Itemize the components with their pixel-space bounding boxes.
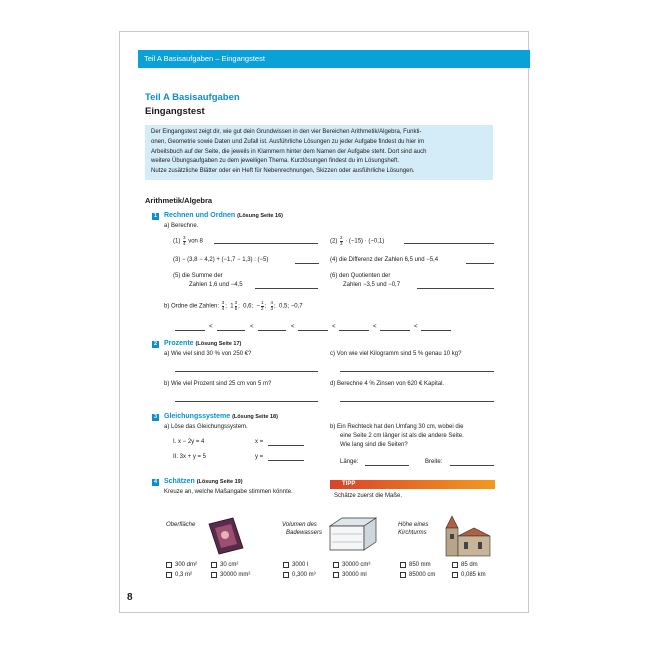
option-label: 85000 cm xyxy=(409,572,436,578)
item-a1 xyxy=(173,236,203,246)
equation-1: I. x − 2y = 4 xyxy=(173,439,205,445)
tip-text: Schätze zuerst die Maße. xyxy=(334,493,403,499)
item-label: (1) xyxy=(173,238,181,245)
width-label: Breite: xyxy=(425,459,443,465)
option-label: 30 cm² xyxy=(220,562,239,568)
fraction xyxy=(261,301,264,311)
image-label: Kirchturms xyxy=(398,530,427,536)
item-text: · (−15) · (−0,1) xyxy=(345,238,385,245)
answer-line[interactable] xyxy=(295,263,319,264)
less-than: < xyxy=(414,324,418,330)
task-title xyxy=(164,478,243,485)
answer-line[interactable] xyxy=(417,288,494,289)
numerator: 3 xyxy=(221,300,225,305)
numerator: 3 xyxy=(183,235,186,240)
option-label: 850 mm xyxy=(409,562,431,568)
answer-line[interactable] xyxy=(255,288,318,289)
bathtub-image xyxy=(328,516,378,554)
page-title: Teil A Basisaufgaben xyxy=(145,92,240,103)
item-a5: (5) die Summe der xyxy=(173,273,223,279)
less-than: < xyxy=(209,324,213,330)
task-title-text: Gleichungssysteme xyxy=(164,413,231,420)
answer-line[interactable] xyxy=(404,243,494,244)
task-title xyxy=(164,340,241,347)
solution-ref: (Lösung Seite 19) xyxy=(196,479,243,485)
denominator: 5 xyxy=(234,305,238,311)
task-3b-cont: Wie lang sind die Seiten? xyxy=(340,442,408,448)
item-a2 xyxy=(330,236,384,246)
fraction xyxy=(271,301,274,311)
item-a4: (4) die Differenz der Zahlen 6,5 und −5,4 xyxy=(330,257,439,263)
option-checkbox[interactable] xyxy=(452,562,458,568)
x-answer[interactable] xyxy=(268,445,304,446)
image-label: Volumen des xyxy=(282,522,317,528)
task-3b-cont: eine Seite 2 cm länger ist als die andere Seite. xyxy=(340,433,464,439)
option-label: 300 dm² xyxy=(175,562,198,568)
fraction xyxy=(340,236,343,246)
task-2a: a) Wie viel sind 30 % von 250 €? xyxy=(164,351,252,357)
length-label: Länge: xyxy=(340,459,359,465)
option-checkbox[interactable] xyxy=(211,562,217,568)
denominator: 3 xyxy=(340,240,343,246)
answer-line[interactable] xyxy=(466,263,494,264)
task-2d: d) Berechne 4 % Zinsen von 620 € Kapital. xyxy=(330,381,445,387)
task-4-text: Kreuze an, welche Maßangabe stimmen könnte. xyxy=(164,489,293,495)
item-a6: (6) den Quotienten der xyxy=(330,273,391,279)
chocolate-box-image xyxy=(205,516,245,556)
answer-line[interactable] xyxy=(214,243,318,244)
order-blank[interactable] xyxy=(339,330,369,331)
option-checkbox[interactable] xyxy=(452,572,458,578)
sign: − xyxy=(256,303,260,310)
order-blank[interactable] xyxy=(421,330,451,331)
fraction xyxy=(183,236,186,246)
x-label: x = xyxy=(255,439,264,445)
denominator: 4 xyxy=(183,240,186,246)
solution-ref: (Lösung Seite 16) xyxy=(237,213,283,219)
option-checkbox[interactable] xyxy=(166,572,172,578)
task-3b: b) Ein Rechteck hat den Umfang 30 cm, wobei die xyxy=(330,424,464,430)
order-blank[interactable] xyxy=(380,330,410,331)
item-a3: (3) − (3,8 − 4,2) + (−1,7 − 1,3) : (−5) xyxy=(173,257,269,263)
option-checkbox[interactable] xyxy=(333,562,339,568)
page-subtitle: Eingangstest xyxy=(145,106,205,117)
option-checkbox[interactable] xyxy=(283,562,289,568)
image-label: Oberfläche xyxy=(166,522,196,528)
task-part-a: a) Berechne. xyxy=(164,223,199,229)
option-checkbox[interactable] xyxy=(333,572,339,578)
option-label: 30000 cm³ xyxy=(342,562,371,568)
image-label: Höhe eines xyxy=(398,522,429,528)
tip-bar: TIPP xyxy=(330,480,495,489)
less-than: < xyxy=(250,324,254,330)
item-text: b) Ordne die Zahlen: xyxy=(164,303,220,310)
value: 0,6; xyxy=(243,303,254,310)
option-label: 0,085 km xyxy=(461,572,486,578)
item-b: b) Ordne die Zahlen: $\frac{3}{4}$ ; 1 $\frac{3}{5}$ ; 0,6; − $\frac{1}{2}$ ; $\frac{4}{3}$ ; 0,5; −0,7 xyxy=(164,300,303,311)
item-a6-cont: Zahlen −3,5 und −0,7 xyxy=(343,282,401,288)
order-blank[interactable] xyxy=(175,330,205,331)
answer-line[interactable] xyxy=(340,371,494,372)
intro-line: onen, Geometrie sowie Daten und Zufall ist. Ausführliche Lösungen zu jeder Aufgabe findest du hier im xyxy=(151,138,425,145)
less-than: < xyxy=(373,324,377,330)
task-2b: b) Wie viel Prozent sind 25 cm von 5 m? xyxy=(164,381,272,387)
denominator: 3 xyxy=(270,305,274,311)
order-blank[interactable] xyxy=(217,330,245,331)
answer-line[interactable] xyxy=(175,401,318,402)
numerator: 4 xyxy=(270,300,274,305)
task-title xyxy=(164,413,278,420)
task-title-text: Prozente xyxy=(164,340,194,347)
intro-line: weitere Übungsaufgaben zu dem jeweiligen Thema. Kurzlösungen findest du im Lösungsheft. xyxy=(151,158,400,165)
length-answer[interactable] xyxy=(365,465,409,466)
section-heading: Arithmetik/Algebra xyxy=(145,196,213,205)
option-label: 0,3 m² xyxy=(175,572,193,578)
denominator: 2 xyxy=(260,305,264,311)
width-answer[interactable] xyxy=(450,465,494,466)
option-label: 3000 l xyxy=(292,562,309,568)
task-title-text: Schätzen xyxy=(164,478,195,485)
task-number: 2 xyxy=(153,341,158,347)
item-a5-cont: Zahlen 1,6 und −4,5 xyxy=(189,282,243,288)
numerator: 3 xyxy=(234,300,238,305)
answer-line[interactable] xyxy=(340,401,494,402)
item-text: von 8 xyxy=(188,238,203,245)
option-checkbox[interactable] xyxy=(400,572,406,578)
intro-line: Nutze zusätzliche Blätter oder ein Heft für Nebenrechnungen, Skizzen oder ausführliche Lösungen. xyxy=(151,168,415,175)
option-label: 0,300 m³ xyxy=(292,572,316,578)
task-title xyxy=(164,212,283,219)
image-label: Badewassers xyxy=(286,530,323,536)
item-label: (2) xyxy=(330,238,338,245)
header-bar: Teil A Basisaufgaben – Eingangstest xyxy=(138,50,530,68)
intro-box xyxy=(145,125,493,180)
fraction xyxy=(235,301,238,311)
solution-ref: (Lösung Seite 17) xyxy=(195,341,242,347)
less-than: < xyxy=(332,324,336,330)
task-number: 4 xyxy=(153,479,158,485)
task-2c: c) Von wie viel Kilogramm sind 5 % genau 10 kg? xyxy=(330,351,462,357)
option-label: 85 dm xyxy=(461,562,478,568)
order-blank[interactable] xyxy=(298,330,328,331)
fraction xyxy=(222,301,225,311)
church-image xyxy=(440,514,492,558)
task-title-text: Rechnen und Ordnen xyxy=(164,212,236,219)
option-label: 30000 mm² xyxy=(220,572,251,578)
y-answer[interactable] xyxy=(268,460,304,461)
task-number: 3 xyxy=(153,414,158,420)
page-number: 8 xyxy=(127,592,133,603)
less-than: < xyxy=(291,324,295,330)
intro-line: Arbeitsbuch auf der Seite, die jeweils in Klammern hinter dem Namen der Aufgabe steht. Dort sind auch xyxy=(151,148,427,155)
order-blank[interactable] xyxy=(258,330,286,331)
option-checkbox[interactable] xyxy=(211,572,217,578)
whole-part: 1 xyxy=(230,303,234,310)
value: 0,5; −0,7 xyxy=(279,303,303,310)
option-label: 30000 ml xyxy=(342,572,367,578)
denominator: 4 xyxy=(221,305,225,311)
numerator: 1 xyxy=(260,300,264,305)
intro-line: Der Eingangstest zeigt dir, wie gut dein Grundwissen in den vier Bereichen Arithmetik/Algebra, Funkti- xyxy=(151,129,422,135)
numerator: 2 xyxy=(340,235,343,240)
solution-ref: (Lösung Seite 18) xyxy=(232,414,278,420)
task-3a: a) Löse das Gleichungssystem. xyxy=(164,424,248,430)
option-checkbox[interactable] xyxy=(283,572,289,578)
y-label: y = xyxy=(255,454,264,460)
option-checkbox[interactable] xyxy=(166,562,172,568)
answer-line[interactable] xyxy=(175,371,318,372)
option-checkbox[interactable] xyxy=(400,562,406,568)
task-number: 1 xyxy=(153,213,158,219)
equation-2: II. 3x + y = 5 xyxy=(173,454,207,460)
